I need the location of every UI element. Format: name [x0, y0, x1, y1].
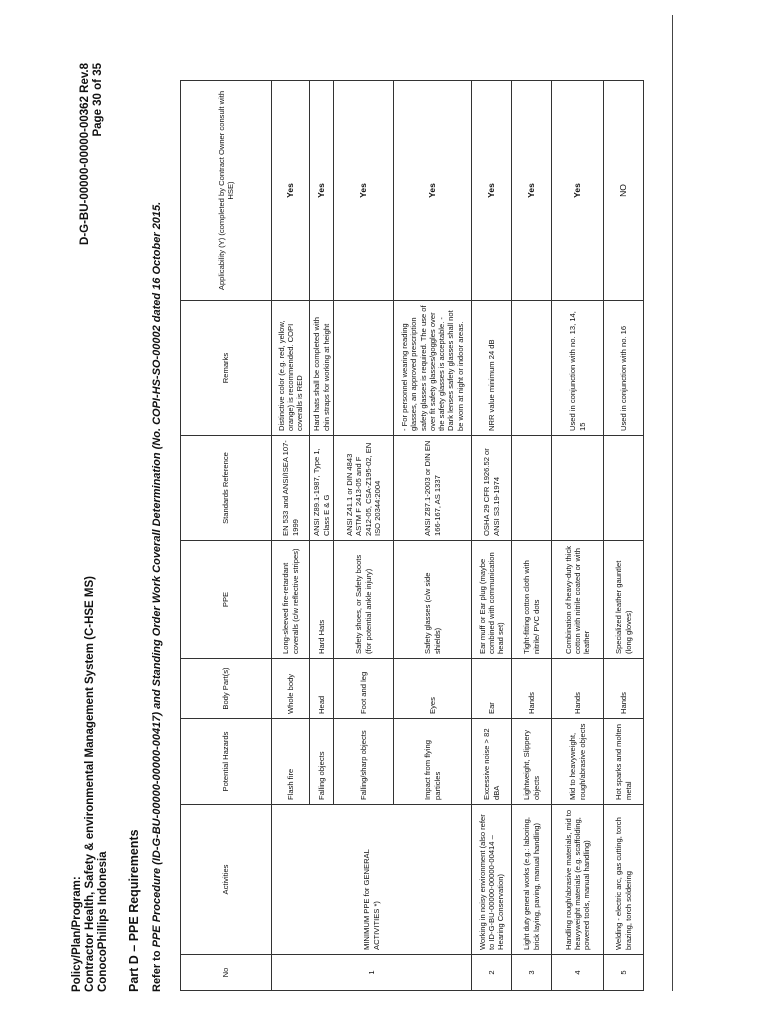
row-remarks	[512, 301, 552, 436]
refer-procedure: PPE Procedure (ID-G-BU-00000-00000-00417) and Standing Order Work Coverall Determination	[151, 452, 163, 948]
header-no: No	[181, 955, 272, 991]
row-no: 4	[552, 955, 604, 991]
row-ppe: Hard Hats	[310, 541, 334, 659]
header-standards: Standards Reference	[181, 436, 272, 541]
table-header-row	[181, 81, 272, 991]
row-no: 1	[272, 955, 472, 991]
row-applicability: Yes	[552, 81, 604, 301]
row-ppe: Safety glasses (c/w side shields)	[394, 541, 472, 659]
row-ppe: Combination of heavy-duty thick cotton with nitrile coated or with leather	[552, 541, 604, 659]
row-no: 2	[472, 955, 512, 991]
row-body-part: Eyes	[394, 659, 472, 719]
row-standard: EN 533 and ANSI/ISEA 107-1999	[272, 436, 310, 541]
table-row	[512, 81, 552, 991]
row-applicability: Yes	[512, 81, 552, 301]
row-standard	[512, 436, 552, 541]
row-applicability: NO	[604, 81, 644, 301]
row-ppe: Ear muff or Ear plug (maybe combined with communication head set)	[472, 541, 512, 659]
header-activities: Activities	[181, 805, 272, 955]
doc-number: D-G-BU-00000-00000-00362 Rev.8	[79, 63, 91, 245]
table-row	[272, 81, 310, 991]
row-hazard: Flash fire	[272, 719, 310, 805]
row-ppe: Safety shoes, or Safety boots (for potential ankle injury)	[334, 541, 394, 659]
table-row	[604, 81, 644, 991]
footer-rule	[672, 15, 673, 991]
row-hazard: Excessive noise > 82 dBA	[472, 719, 512, 805]
company-name: ConocoPhillips Indonesia	[97, 851, 109, 992]
part-title: Part D – PPE Requirements	[127, 829, 141, 992]
row-no: 3	[512, 955, 552, 991]
row-standard: OSHA 29 CFR 1926.52 or ANSI S3.19-1974	[472, 436, 512, 541]
row-body-part: Hands	[552, 659, 604, 719]
row-applicability: Yes	[272, 81, 310, 301]
row-hazard: Impact from flying particles	[394, 719, 472, 805]
system-title: Contractor Health, Safety & environmental Management System (C-HSE MS)	[84, 576, 96, 992]
refer-line	[151, 202, 163, 992]
refer-prefix: Refer to	[151, 947, 163, 992]
row-hazard: Falling/sharp objects	[334, 719, 394, 805]
row-hazard: Hot sparks and molten metal	[604, 719, 644, 805]
row-standard: ANSI Z87.1-2003 or DIN EN 166-167, AS 1337	[394, 436, 472, 541]
row-no: 5	[604, 955, 644, 991]
row-activity: Light duty general works (e.g.: laboring, brick laying, paving, manual handling)	[512, 805, 552, 955]
row-remarks: - For personnel wearing reading glasses, an approved prescription safety glasses is required. The use of over fit safety glasses/goggles over the safety glasses is acceptable. - Dark lenses safety glasses shall not be worn at night or indoor areas.	[394, 301, 472, 436]
document-reference	[79, 63, 105, 245]
row-body-part: Whole body	[272, 659, 310, 719]
row-applicability: Yes	[334, 81, 394, 301]
row-remarks	[334, 301, 394, 436]
header-hazards: Potential Hazards	[181, 719, 272, 805]
ppe-table	[180, 80, 644, 991]
row-remarks: Used in conjunction with no. 16	[604, 301, 644, 436]
row-body-part: Hands	[512, 659, 552, 719]
row-standard	[552, 436, 604, 541]
row-applicability: Yes	[472, 81, 512, 301]
header-ppe: PPE	[181, 541, 272, 659]
row-activity: Working in noisy environment (also refer to ID-G-BU-00000-00000-00414 – Hearing Conservation)	[472, 805, 512, 955]
page-number: Page 30 of 35	[92, 63, 104, 137]
row-applicability: Yes	[394, 81, 472, 301]
row-standard: ANSI Z41.1 or DIN 4843 ASTM F 2413-05 and F 2412-05, CSA-Z195-02, EN ISO 20344:2004	[334, 436, 394, 541]
row-activity: Welding - electric arc, gas cutting, torch brazing, torch soldering	[604, 805, 644, 955]
row-body-part: Foot and leg	[334, 659, 394, 719]
row-hazard: Falling objects	[310, 719, 334, 805]
row-hazard: Mid to heavyweight, rough/abrasive objects	[552, 719, 604, 805]
row-applicability: Yes	[310, 81, 334, 301]
row-ppe: Tight-fitting cotton cloth with nitrile/ PVC dots	[512, 541, 552, 659]
row-ppe: Specialized leather gauntlet (long gloves)	[604, 541, 644, 659]
row-remarks: NRR value minimum 24 dB	[472, 301, 512, 436]
row-remarks: Used in conjunction with no. 13, 14, 15	[552, 301, 604, 436]
document-header	[71, 576, 110, 992]
row-remarks: Distinctive color (e.g. red, yellow, orange) is recommended. COPI coveralls is RED	[272, 301, 310, 436]
row-ppe: Long-sleeved fire-retardant coveralls (c/w reflective stripes)	[272, 541, 310, 659]
row-standard	[604, 436, 644, 541]
table-row	[472, 81, 512, 991]
row-remarks: Hard hats shall be completed with chin straps for working at height	[310, 301, 334, 436]
row-hazard: Lightweight, Slippery objects	[512, 719, 552, 805]
row-body-part: Head	[310, 659, 334, 719]
row-activity: MINIMUM PPE for GENERAL ACTIVITIES *)	[272, 805, 472, 955]
header-body-parts: Body Part(s)	[181, 659, 272, 719]
table-row	[552, 81, 604, 991]
header-remarks: Remarks	[181, 301, 272, 436]
row-standard: ANSI Z89.1-1987, Type 1, Class E & G	[310, 436, 334, 541]
header-applicability: Applicability (Y) (completed by Contract Owner consult with HSE)	[181, 81, 272, 301]
refer-suffix: (No. COPI-HS-SO-00002 dated 16 October 2015.	[151, 201, 163, 453]
row-body-part: Ear	[472, 659, 512, 719]
policy-label: Policy/Plan/Program:	[71, 876, 83, 992]
row-body-part: Hands	[604, 659, 644, 719]
row-activity: Handling rough/abrasive materials, mid to heavyweight materials (e.g. scaffolding, powered tools, manual handling)	[552, 805, 604, 955]
